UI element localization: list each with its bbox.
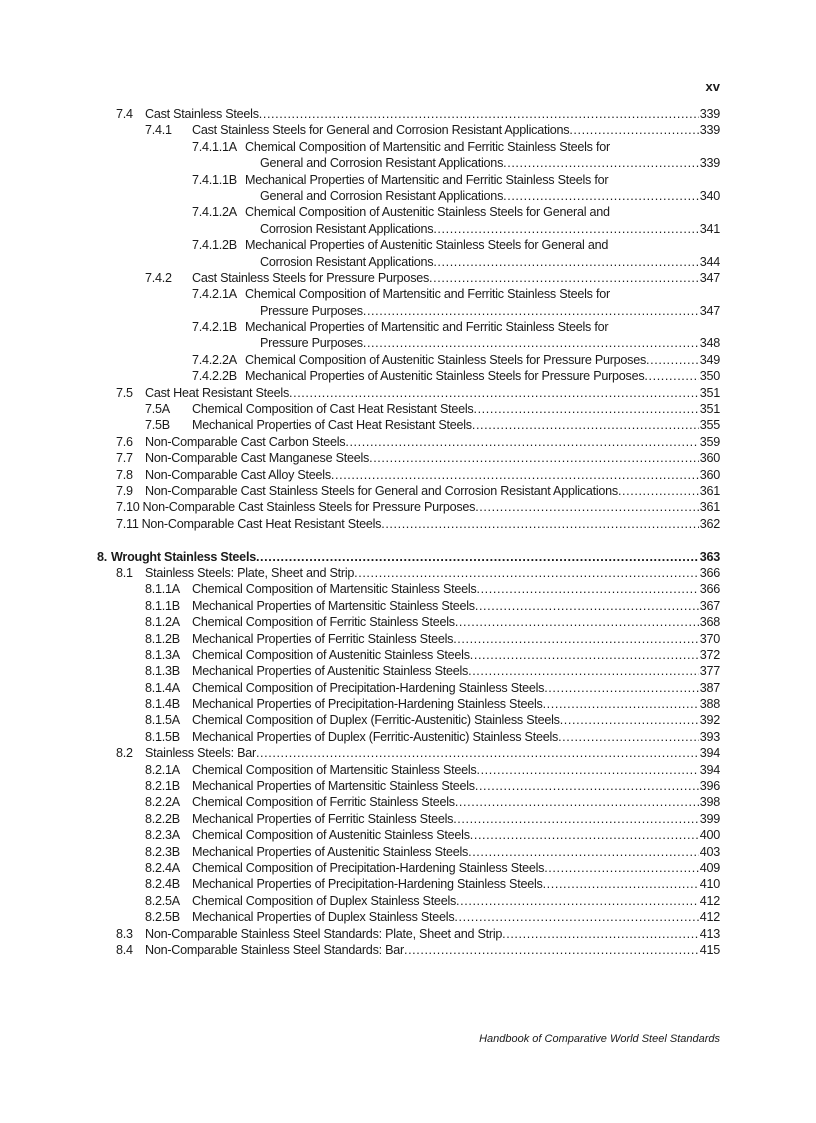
- entry-number: 8.2.5B: [145, 910, 180, 925]
- toc-entry[interactable]: [0, 417, 816, 433]
- entry-title: Chemical Composition of Martensitic Stainless Steels: [192, 762, 477, 777]
- entry-title: Mechanical Properties of Precipitation-Hardening Stainless Steels: [192, 877, 543, 892]
- entry-title: Chemical Composition of Precipitation-Hardening Stainless Steels: [192, 860, 545, 875]
- toc-entry[interactable]: [0, 172, 816, 188]
- toc-entry[interactable]: [0, 401, 816, 417]
- dot-leader: [369, 450, 699, 466]
- entry-number: 8.1.5A: [145, 713, 180, 728]
- toc-entry[interactable]: [0, 844, 816, 860]
- toc-entry[interactable]: [0, 647, 816, 663]
- toc-entry[interactable]: [0, 122, 816, 138]
- dot-leader: [476, 762, 698, 778]
- entry-page-number: 347: [699, 303, 720, 318]
- toc-entry[interactable]: [0, 188, 816, 204]
- toc-entry[interactable]: [0, 729, 816, 745]
- entry-title: Cast Heat Resistant Steels: [145, 385, 289, 400]
- entry-title: Chemical Composition of Duplex Stainless Steels: [192, 893, 457, 908]
- toc-entry[interactable]: [0, 712, 816, 728]
- entry-page-number: 347: [699, 270, 720, 285]
- entry-number: 8.2.4A: [145, 860, 180, 875]
- entry-page-number: 363: [699, 549, 720, 564]
- entry-page-number: 413: [699, 926, 720, 941]
- entry-number: 8.1.4A: [145, 680, 180, 695]
- entry-title: Mechanical Properties of Austenitic Stainless Steels: [192, 664, 469, 679]
- dot-leader: [503, 188, 699, 204]
- dot-leader: [455, 794, 699, 810]
- entry-title: Non-Comparable Cast Stainless Steels for General and Corrosion Resistant Applications: [145, 483, 618, 498]
- dot-leader: [544, 860, 699, 876]
- entry-page-number: 392: [699, 713, 720, 728]
- entry-number: 8.1.3B: [145, 664, 180, 679]
- dot-leader: [354, 565, 699, 581]
- toc-entry[interactable]: [0, 696, 816, 712]
- dot-leader: [644, 368, 698, 384]
- entry-title: Cast Stainless Steels: [145, 107, 259, 121]
- entry-title: Chemical Composition of Martensitic and Ferritic Stainless Steels for: [245, 139, 610, 154]
- entry-title: Corrosion Resistant Applications: [260, 254, 434, 269]
- toc-entry[interactable]: [0, 139, 816, 155]
- entry-page-number: 393: [699, 729, 720, 744]
- entry-page-number: 396: [699, 779, 720, 794]
- toc-entry[interactable]: [0, 876, 816, 892]
- entry-title: Mechanical Properties of Duplex Stainless Steels: [192, 910, 455, 925]
- entry-number: 8.2: [116, 746, 133, 761]
- entry-number: 8.1.3A: [145, 647, 180, 662]
- entry-title: Chemical Composition of Duplex (Ferritic-Austenitic) Stainless Steels: [192, 713, 560, 728]
- entry-title: Non-Comparable Cast Stainless Steels for Pressure Purposes: [142, 500, 476, 515]
- dot-leader: [468, 663, 699, 679]
- entry-page-number: 398: [699, 795, 720, 810]
- toc-entry[interactable]: [0, 811, 816, 827]
- dot-leader: [381, 516, 699, 532]
- entry-page-number: 403: [699, 844, 720, 859]
- dot-leader: [470, 647, 699, 663]
- entry-page-number: 366: [699, 582, 720, 597]
- entry-number: 8.1.5B: [145, 729, 180, 744]
- entry-number: 7.7: [116, 451, 133, 466]
- entry-title: Non-Comparable Cast Carbon Steels: [145, 434, 346, 449]
- dot-leader: [646, 352, 699, 368]
- entry-page-number: 339: [699, 107, 720, 121]
- entry-number: 8.1.2B: [145, 631, 180, 646]
- entry-title: Cast Stainless Steels for General and Corrosion Resistant Applications: [192, 123, 570, 138]
- toc-entry[interactable]: [0, 319, 816, 335]
- toc-entry[interactable]: [0, 499, 816, 515]
- entry-page-number: 360: [699, 451, 720, 466]
- entry-page-number: 366: [699, 565, 720, 580]
- entry-page-number: 361: [699, 483, 720, 498]
- entry-title: Mechanical Properties of Duplex (Ferritic-Austenitic) Stainless Steels: [192, 729, 559, 744]
- entry-page-number: 394: [699, 762, 720, 777]
- toc-entry[interactable]: [0, 680, 816, 696]
- entry-title: General and Corrosion Resistant Applications: [260, 156, 504, 171]
- toc-entry[interactable]: [0, 745, 816, 761]
- dot-leader: [476, 581, 698, 597]
- entry-number: 8.2.3B: [145, 844, 180, 859]
- entry-title: Chemical Composition of Martensitic and Ferritic Stainless Steels for: [245, 287, 610, 302]
- entry-page-number: 360: [699, 467, 720, 482]
- entry-number: 8.1.2A: [145, 615, 180, 630]
- entry-page-number: 399: [699, 811, 720, 826]
- entry-title: Non-Comparable Cast Heat Resistant Steels: [141, 516, 382, 531]
- entry-title: Mechanical Properties of Ferritic Stainless Steels: [192, 811, 454, 826]
- dot-leader: [404, 942, 699, 958]
- entry-number: 7.4.2.2B: [192, 369, 237, 384]
- dot-leader: [456, 893, 699, 909]
- entry-number: 8.2.2A: [145, 795, 180, 810]
- entry-title: Pressure Purposes: [260, 336, 363, 351]
- entry-title: Mechanical Properties of Martensitic Stainless Steels: [192, 598, 475, 613]
- section-gap: [0, 532, 816, 548]
- entry-page-number: 339: [699, 156, 720, 171]
- toc-entry[interactable]: [0, 794, 816, 810]
- entry-number: 8.2.2B: [145, 811, 180, 826]
- entry-page-number: 362: [699, 516, 720, 531]
- entry-number: 8.: [97, 549, 108, 564]
- toc-entry[interactable]: [0, 335, 816, 351]
- toc-entry[interactable]: [0, 581, 816, 597]
- dot-leader: [453, 811, 699, 827]
- entry-page-number: 370: [699, 631, 720, 646]
- dot-leader: [363, 335, 699, 351]
- toc-entry[interactable]: [0, 778, 816, 794]
- entry-number: 7.4.1.2B: [192, 238, 237, 253]
- dot-leader: [502, 926, 699, 942]
- entry-number: 7.4.2.1B: [192, 320, 237, 335]
- entry-title: Chemical Composition of Austenitic Stainless Steels for Pressure Purposes: [245, 352, 647, 367]
- entry-page-number: 387: [699, 680, 720, 695]
- entry-title: Mechanical Properties of Ferritic Stainless Steels: [192, 631, 454, 646]
- dot-leader: [475, 778, 699, 794]
- entry-number: 7.8: [116, 467, 133, 482]
- entry-title: Non-Comparable Cast Alloy Steels: [145, 467, 331, 482]
- dot-leader: [289, 385, 699, 401]
- entry-title: Chemical Composition of Ferritic Stainless Steels: [192, 615, 455, 630]
- entry-page-number: 359: [699, 434, 720, 449]
- dot-leader: [544, 680, 699, 696]
- entry-number: 7.4.1: [145, 123, 172, 138]
- dot-leader: [455, 614, 699, 630]
- entry-number: 7.10: [116, 500, 140, 515]
- entry-title: Cast Stainless Steels for Pressure Purposes: [192, 270, 430, 285]
- entry-title: Chemical Composition of Precipitation-Hardening Stainless Steels: [192, 680, 545, 695]
- entry-page-number: 412: [699, 910, 720, 925]
- dot-leader: [433, 254, 698, 270]
- entry-title: Chemical Composition of Austenitic Stainless Steels: [192, 647, 470, 662]
- dot-leader: [569, 122, 698, 138]
- toc-entry[interactable]: [0, 303, 816, 319]
- entry-number: 8.4: [116, 942, 133, 957]
- toc-entry[interactable]: [0, 483, 816, 499]
- entry-page-number: 412: [699, 893, 720, 908]
- toc-entry[interactable]: [0, 909, 816, 925]
- toc-entry[interactable]: [0, 155, 816, 171]
- dot-leader: [363, 303, 699, 319]
- entry-number: 7.6: [116, 434, 133, 449]
- entry-title: Chemical Composition of Cast Heat Resistant Steels: [192, 402, 474, 417]
- entry-page-number: 351: [699, 402, 720, 417]
- entry-number: 7.9: [116, 483, 133, 498]
- dot-leader: [475, 598, 699, 614]
- entry-page-number: 340: [699, 188, 720, 203]
- table-of-contents: [0, 106, 816, 958]
- toc-entry[interactable]: [0, 926, 816, 942]
- toc-entry[interactable]: [0, 762, 816, 778]
- dot-leader: [618, 483, 699, 499]
- entry-page-number: 410: [699, 877, 720, 892]
- entry-number: 7.4.1.2A: [192, 205, 237, 220]
- toc-entry[interactable]: [0, 893, 816, 909]
- entry-number: 8.3: [116, 926, 133, 941]
- entry-number: 7.4.1.1A: [192, 139, 237, 154]
- dot-leader: [256, 549, 699, 565]
- entry-page-number: 351: [699, 385, 720, 400]
- toc-entry[interactable]: [0, 368, 816, 384]
- toc-entry[interactable]: [0, 270, 816, 286]
- entry-title: Mechanical Properties of Austenitic Stainless Steels for Pressure Purposes: [245, 369, 645, 384]
- entry-title: Mechanical Properties of Martensitic Stainless Steels: [192, 779, 475, 794]
- entry-title: Mechanical Properties of Martensitic and Ferritic Stainless Steels for: [245, 320, 609, 335]
- dot-leader: [429, 270, 699, 286]
- entry-number: 8.2.3A: [145, 828, 180, 843]
- entry-number: 8.2.1A: [145, 762, 180, 777]
- entry-page-number: 355: [699, 418, 720, 433]
- toc-entry[interactable]: [0, 204, 816, 220]
- toc-entry[interactable]: [0, 106, 816, 122]
- entry-number: 7.11: [116, 516, 139, 531]
- entry-title: General and Corrosion Resistant Applications: [260, 188, 504, 203]
- dot-leader: [259, 106, 699, 122]
- dot-leader: [473, 401, 698, 417]
- toc-entry[interactable]: [0, 385, 816, 401]
- dot-leader: [503, 155, 699, 171]
- entry-number: 8.1.4B: [145, 697, 180, 712]
- entry-title: Pressure Purposes: [260, 303, 363, 318]
- entry-number: 7.4.2.1A: [192, 287, 237, 302]
- toc-entry[interactable]: [0, 598, 816, 614]
- entry-title: Non-Comparable Stainless Steel Standards: Plate, Sheet and Strip: [145, 926, 503, 941]
- toc-entry[interactable]: [0, 467, 816, 483]
- dot-leader: [475, 499, 699, 515]
- entry-page-number: 400: [699, 828, 720, 843]
- toc-entry[interactable]: [0, 942, 816, 958]
- entry-page-number: 344: [699, 254, 720, 269]
- toc-entry[interactable]: [0, 254, 816, 270]
- entry-page-number: 361: [699, 500, 720, 515]
- toc-entry[interactable]: [0, 221, 816, 237]
- entry-title: Mechanical Properties of Precipitation-Hardening Stainless Steels: [192, 697, 543, 712]
- entry-page-number: 350: [699, 369, 720, 384]
- entry-number: 7.4: [116, 107, 133, 121]
- entry-number: 7.5A: [145, 402, 170, 417]
- toc-entry[interactable]: [0, 450, 816, 466]
- dot-leader: [470, 827, 699, 843]
- toc-entry[interactable]: [0, 549, 816, 565]
- dot-leader: [472, 417, 699, 433]
- dot-leader: [331, 467, 699, 483]
- toc-entry[interactable]: [0, 286, 816, 302]
- entry-title: Chemical Composition of Austenitic Stainless Steels for General and: [245, 205, 610, 220]
- entry-title: Stainless Steels: Plate, Sheet and Strip: [145, 565, 355, 580]
- entry-title: Corrosion Resistant Applications: [260, 221, 434, 236]
- entry-title: Mechanical Properties of Cast Heat Resistant Steels: [192, 418, 472, 433]
- toc-entry[interactable]: [0, 827, 816, 843]
- entry-number: 7.5B: [145, 418, 170, 433]
- entry-title: Wrought Stainless Steels: [111, 549, 256, 564]
- entry-number: 8.1.1B: [145, 598, 180, 613]
- entry-page-number: 377: [699, 664, 720, 679]
- entry-page-number: 388: [699, 697, 720, 712]
- dot-leader: [468, 844, 699, 860]
- running-footer: Handbook of Comparative World Steel Standards: [479, 1033, 720, 1045]
- page-number: xv: [705, 79, 720, 94]
- toc-entry[interactable]: [0, 631, 816, 647]
- entry-number: 7.4.2.2A: [192, 352, 237, 367]
- dot-leader: [543, 876, 699, 892]
- entry-page-number: 349: [699, 352, 720, 367]
- entry-page-number: 394: [699, 746, 720, 761]
- toc-entry[interactable]: [0, 614, 816, 630]
- entry-number: 8.1.1A: [145, 582, 180, 597]
- entry-number: 8.2.4B: [145, 877, 180, 892]
- entry-page-number: 415: [699, 942, 720, 957]
- entry-title: Chemical Composition of Austenitic Stainless Steels: [192, 828, 470, 843]
- entry-title: Chemical Composition of Ferritic Stainless Steels: [192, 795, 455, 810]
- dot-leader: [560, 712, 699, 728]
- toc-entry[interactable]: [0, 860, 816, 876]
- entry-title: Mechanical Properties of Austenitic Stainless Steels: [192, 844, 469, 859]
- dot-leader: [558, 729, 699, 745]
- entry-title: Stainless Steels: Bar: [145, 746, 256, 761]
- entry-title: Chemical Composition of Martensitic Stainless Steels: [192, 582, 477, 597]
- dot-leader: [256, 745, 699, 761]
- toc-entry[interactable]: [0, 516, 816, 532]
- dot-leader: [543, 696, 699, 712]
- entry-number: 8.2.1B: [145, 779, 180, 794]
- entry-page-number: 409: [699, 860, 720, 875]
- toc-entry[interactable]: [0, 237, 816, 253]
- entry-title: Mechanical Properties of Austenitic Stainless Steels for General and: [245, 238, 609, 253]
- entry-number: 8.2.5A: [145, 893, 180, 908]
- entry-number: 8.1: [116, 565, 133, 580]
- toc-entry[interactable]: [0, 565, 816, 581]
- toc-entry[interactable]: [0, 663, 816, 679]
- dot-leader: [454, 909, 698, 925]
- entry-page-number: 372: [699, 647, 720, 662]
- dot-leader: [433, 221, 698, 237]
- dot-leader: [345, 434, 698, 450]
- entry-number: 7.4.1.1B: [192, 172, 237, 187]
- entry-page-number: 341: [699, 221, 720, 236]
- entry-page-number: 368: [699, 615, 720, 630]
- entry-title: Mechanical Properties of Martensitic and Ferritic Stainless Steels for: [245, 172, 609, 187]
- entry-page-number: 348: [699, 336, 720, 351]
- entry-page-number: 339: [699, 123, 720, 138]
- toc-entry[interactable]: [0, 434, 816, 450]
- entry-title: Non-Comparable Stainless Steel Standards: Bar: [145, 942, 404, 957]
- entry-page-number: 367: [699, 598, 720, 613]
- dot-leader: [453, 631, 699, 647]
- entry-number: 7.5: [116, 385, 133, 400]
- entry-title: Non-Comparable Cast Manganese Steels: [145, 451, 370, 466]
- toc-entry[interactable]: [0, 352, 816, 368]
- entry-number: 7.4.2: [145, 270, 172, 285]
